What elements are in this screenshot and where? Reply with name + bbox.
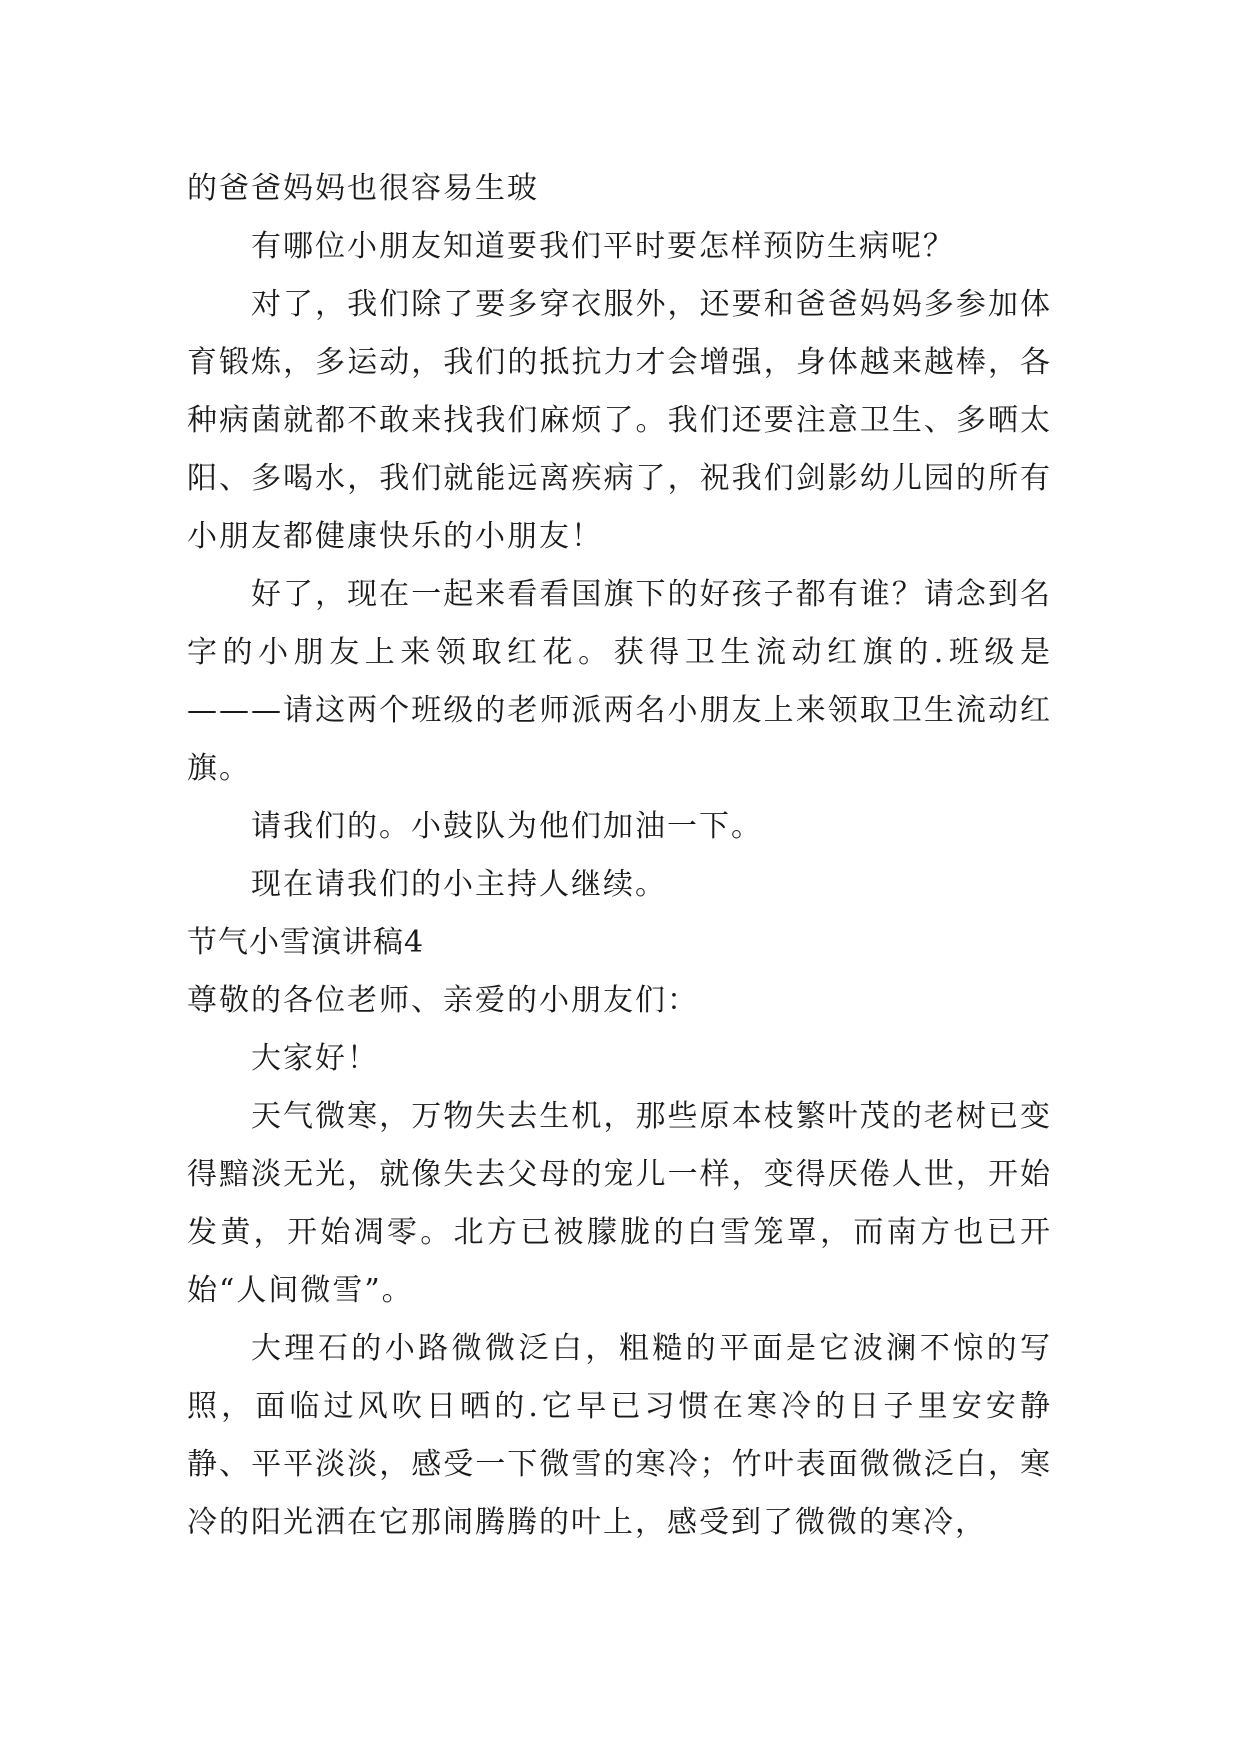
paragraph-4: 好了，现在一起来看看国旗下的好孩子都有谁？请念到名字的小朋友上来领取红花。获得卫生流动红旗的.班级是———请这两个班级的老师派两名小朋友上来领取卫生流动红旗。 bbox=[187, 577, 1052, 786]
greeting: 大家好！ bbox=[251, 1041, 379, 1076]
paragraph-5: 请我们的。小鼓队为他们加油一下。 bbox=[251, 809, 763, 844]
salutation: 尊敬的各位老师、亲爱的小朋友们： bbox=[187, 983, 699, 1018]
paragraph-8: 大理石的小路微微泛白，粗糙的平面是它波澜不惊的写照，面临过风吹日晒的.它早已习惯在寒冷的日子里安安静静、平平淡淡，感受一下微雪的寒冷；竹叶表面微微泛白，寒冷的阳光洒在它那闹腾腾的叶上，感受到了微微的寒冷， bbox=[187, 1331, 1052, 1540]
paragraph-3: 对了，我们除了要多穿衣服外，还要和爸爸妈妈多参加体育锻炼，多运动，我们的抵抗力才会增强，身体越来越棒，各种病菌就都不敢来找我们麻烦了。我们还要注意卫生、多晒太阳、多喝水，我们就能远离疾病了，祝我们剑影幼儿园的所有小朋友都健康快乐的小朋友！ bbox=[187, 287, 1052, 554]
paragraph-7: 天气微寒，万物失去生机，那些原本枝繁叶茂的老树已变得黯淡无光，就像失去父母的宠儿一样，变得厌倦人世，开始发黄，开始凋零。北方已被朦胧的白雪笼罩，而南方也已开始“人间微雪”。 bbox=[187, 1099, 1052, 1308]
section-title: 节气小雪演讲稿4 bbox=[187, 925, 425, 960]
paragraph-1: 的爸爸妈妈也很容易生玻 bbox=[187, 171, 539, 206]
paragraph-6: 现在请我们的小主持人继续。 bbox=[251, 867, 667, 902]
document-body bbox=[187, 160, 1052, 1552]
paragraph-2: 有哪位小朋友知道要我们平时要怎样预防生病呢？ bbox=[251, 229, 955, 264]
